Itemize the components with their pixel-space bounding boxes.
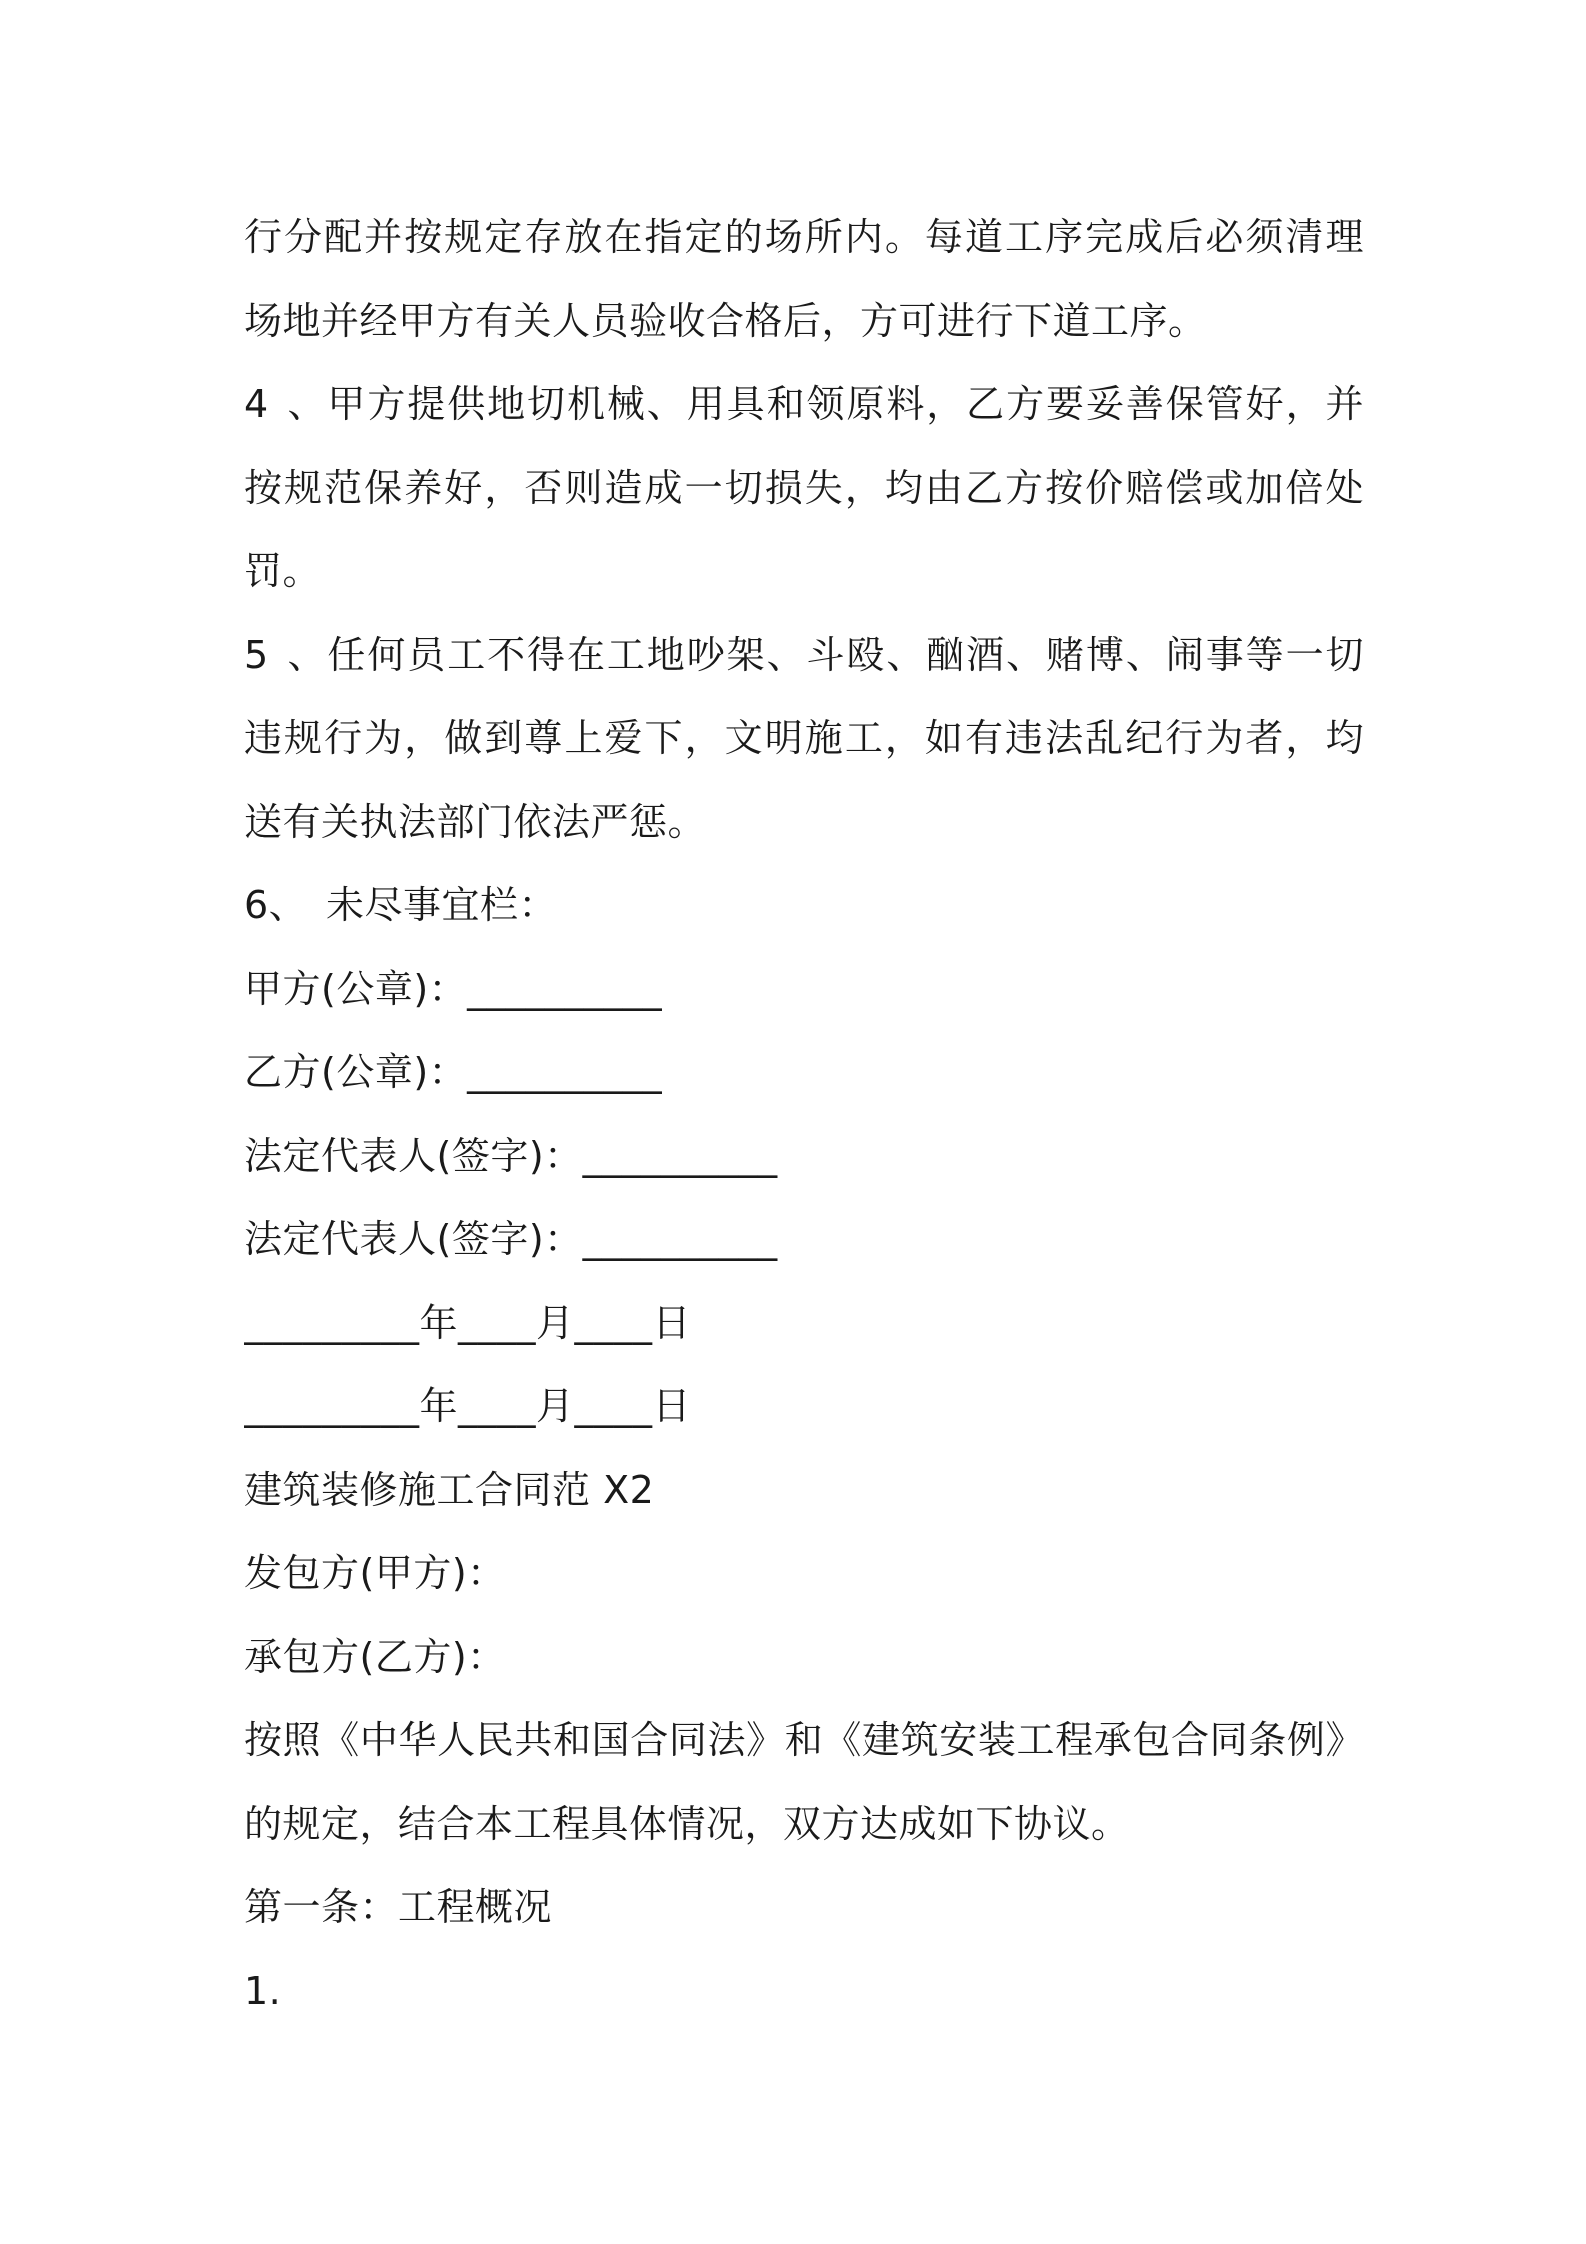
paragraph-line: 违规行为，做到尊上爱下，文明施工，如有违法乱纪行为者，均 [244, 716, 1364, 760]
paragraph-line: 的规定，结合本工程具体情况，双方达成如下协议。 [244, 1801, 1130, 1846]
paragraph-line: 送有关执法部门依法严惩。 [244, 799, 707, 844]
contractor-line: 承包方(乙方)： [244, 1634, 506, 1679]
section-title: 建筑装修施工合同范 X2 [244, 1467, 655, 1512]
item-text: 甲方提供地切机械、用具和领原料，乙方要妥善保管好，并 [326, 382, 1364, 426]
numbered-item-5 [244, 614, 1364, 698]
signature-line-party-a: 甲方(公章)：__________ [244, 966, 663, 1011]
date-line: _________年____月____日 [244, 1300, 692, 1345]
paragraph-line: 按规范保养好，否则造成一切损失，均由乙方按价赔偿或加倍处 [244, 465, 1364, 510]
paragraph-line: 场地并经甲方有关人员验收合格后，方可进行下道工序。 [244, 298, 1207, 343]
paragraph-line: 行分配并按规定存放在指定的场所内。每道工序完成后必须清理 [244, 215, 1364, 259]
signature-line-representative: 法定代表人(签字)：__________ [244, 1133, 778, 1178]
item-text: 未尽事宜栏： [326, 883, 558, 927]
numbered-item-4 [244, 363, 1364, 447]
employer-line: 发包方(甲方)： [244, 1551, 506, 1595]
signature-line-representative: 法定代表人(签字)：__________ [244, 1217, 778, 1261]
paragraph-line: 罚。 [244, 549, 322, 593]
article-heading: 第一条：工程概况 [244, 1885, 553, 1929]
paragraph-line: 按照《中华人民共和国合同法》和《建筑安装工程承包合同条例》 [244, 1718, 1364, 1762]
signature-line-party-b: 乙方(公章)：__________ [244, 1050, 663, 1094]
date-line: _________年____月____日 [244, 1384, 692, 1428]
item-number: 4、 [244, 382, 326, 426]
item-text: 任何员工不得在工地吵架、斗殴、酗酒、赌博、闹事等一切 [326, 632, 1364, 677]
numbered-item-6 [244, 864, 1364, 948]
document-body [244, 196, 1364, 2033]
item-number: 6、 [244, 883, 308, 927]
item-number: 5、 [244, 632, 326, 677]
list-number: 1. [244, 1968, 282, 2013]
